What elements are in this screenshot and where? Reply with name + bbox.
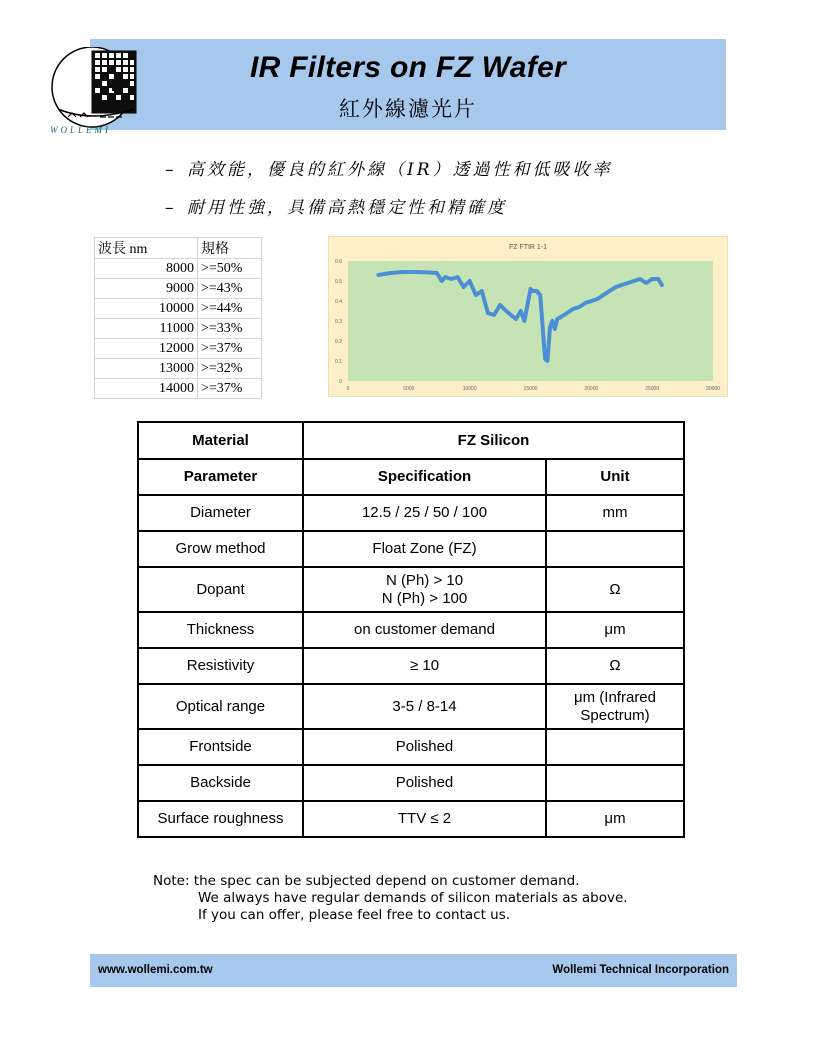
spec-line: N (Ph) > 100 bbox=[381, 589, 468, 607]
table-row bbox=[138, 495, 684, 531]
spec-header: 規格 bbox=[198, 238, 262, 259]
note-line: Note: the spec can be subjected depend on customer demand. bbox=[153, 873, 580, 889]
table-row bbox=[95, 259, 262, 279]
table-row bbox=[95, 359, 262, 379]
wavelength-cell: 11000 bbox=[95, 319, 198, 339]
x-tick-label: 5000 bbox=[403, 386, 415, 392]
specification-header: Specification bbox=[303, 459, 546, 495]
param-cell: Grow method bbox=[138, 531, 303, 567]
bullet-dash: – bbox=[165, 160, 177, 180]
wavelength-cell: 8000 bbox=[95, 259, 198, 279]
x-tick-label: 30000 bbox=[706, 386, 720, 392]
spec-cell: >=37% bbox=[198, 339, 262, 359]
param-cell: Optical range bbox=[138, 684, 303, 729]
table-row bbox=[95, 379, 262, 399]
unit-cell bbox=[546, 729, 684, 765]
y-tick-label: 0.4 bbox=[335, 299, 342, 305]
spec-line: N (Ph) > 10 bbox=[385, 571, 464, 589]
table-row bbox=[138, 729, 684, 765]
table-row bbox=[138, 612, 684, 648]
param-cell: Resistivity bbox=[138, 648, 303, 684]
x-tick-label: 25000 bbox=[645, 386, 660, 392]
material-label: Material bbox=[138, 422, 303, 459]
wavelength-cell: 10000 bbox=[95, 299, 198, 319]
material-value: FZ Silicon bbox=[303, 422, 684, 459]
x-tick-label: 0 bbox=[346, 386, 350, 392]
param-cell: Thickness bbox=[138, 612, 303, 648]
spec-cell: >=44% bbox=[198, 299, 262, 319]
unit-cell bbox=[546, 765, 684, 801]
table-row bbox=[138, 648, 684, 684]
spec-cell: >=50% bbox=[198, 259, 262, 279]
material-row bbox=[138, 422, 684, 459]
y-tick-label: 0 bbox=[339, 379, 342, 385]
param-cell: Surface roughness bbox=[138, 801, 303, 837]
table-row bbox=[95, 339, 262, 359]
unit-cell: mm bbox=[546, 495, 684, 531]
table-row bbox=[138, 684, 684, 729]
x-tick-label: 20000 bbox=[584, 386, 599, 392]
spec-cell: 3-5 / 8-14 bbox=[303, 684, 546, 729]
spec-cell bbox=[303, 567, 546, 612]
table-row bbox=[95, 299, 262, 319]
table-header-row bbox=[138, 459, 684, 495]
feature-bullets bbox=[165, 158, 613, 234]
y-tick-label: 0.1 bbox=[335, 359, 342, 365]
spec-cell: 12.5 / 25 / 50 / 100 bbox=[303, 495, 546, 531]
spec-cell: Polished bbox=[303, 729, 546, 765]
unit-cell: Ω bbox=[546, 648, 684, 684]
note-line: We always have regular demands of silicon materials as above. bbox=[198, 890, 628, 906]
bullet-dash: – bbox=[165, 198, 177, 218]
spec-cell: on customer demand bbox=[303, 612, 546, 648]
param-cell: Diameter bbox=[138, 495, 303, 531]
x-tick-label: 15000 bbox=[523, 386, 538, 392]
page-subtitle: 紅外線濾光片 bbox=[339, 97, 477, 121]
unit-cell: μm bbox=[546, 801, 684, 837]
parameter-header: Parameter bbox=[138, 459, 303, 495]
spec-cell: Polished bbox=[303, 765, 546, 801]
logo-wordmark: WOLLEMI bbox=[50, 125, 111, 135]
wavelength-cell: 13000 bbox=[95, 359, 198, 379]
table-row bbox=[138, 801, 684, 837]
unit-cell: μm bbox=[546, 612, 684, 648]
table-row bbox=[138, 567, 684, 612]
bullet-text: 耐用性強，具備高熱穩定性和精確度 bbox=[187, 198, 507, 218]
bullet-item bbox=[165, 196, 613, 234]
y-tick-label: 0.5 bbox=[335, 279, 342, 285]
note-line: If you can offer, please feel free to contact us. bbox=[198, 907, 511, 923]
bullet-item bbox=[165, 158, 613, 196]
y-tick-label: 0.3 bbox=[335, 319, 342, 325]
table-row bbox=[138, 531, 684, 567]
param-cell: Frontside bbox=[138, 729, 303, 765]
unit-cell bbox=[546, 531, 684, 567]
wavelength-cell: 12000 bbox=[95, 339, 198, 359]
ftir-chart-svg bbox=[329, 237, 727, 396]
ftir-chart bbox=[328, 236, 728, 397]
page-title: IR Filters on FZ Wafer bbox=[249, 51, 567, 84]
spec-cell: >=32% bbox=[198, 359, 262, 379]
wavelength-cell: 14000 bbox=[95, 379, 198, 399]
footer-company: Wollemi Technical Incorporation bbox=[552, 964, 729, 976]
table-row bbox=[138, 765, 684, 801]
param-cell: Dopant bbox=[138, 567, 303, 612]
spec-cell: Float Zone (FZ) bbox=[303, 531, 546, 567]
spec-cell: >=43% bbox=[198, 279, 262, 299]
footer-website: www.wollemi.com.tw bbox=[98, 964, 213, 976]
table-row bbox=[95, 319, 262, 339]
bullet-text: 高效能，優良的紅外線（IR）透過性和低吸收率 bbox=[187, 160, 613, 180]
footer-banner bbox=[90, 954, 737, 987]
spec-cell: ≥ 10 bbox=[303, 648, 546, 684]
spec-cell: >=37% bbox=[198, 379, 262, 399]
y-tick-label: 0.2 bbox=[335, 339, 342, 345]
spec-cell: TTV ≤ 2 bbox=[303, 801, 546, 837]
spec-table bbox=[137, 421, 685, 838]
x-tick-label: 10000 bbox=[462, 386, 477, 392]
unit-cell: Ω bbox=[546, 567, 684, 612]
wavelength-header: 波長 nm bbox=[95, 238, 198, 259]
unit-cell: μm (Infrared Spectrum) bbox=[546, 684, 684, 729]
table-header-row bbox=[95, 238, 262, 259]
note-block bbox=[153, 873, 628, 924]
y-tick-label: 0.6 bbox=[335, 259, 342, 265]
chart-title: FZ FTIR 1-1 bbox=[508, 244, 548, 251]
wavelength-table bbox=[94, 237, 262, 399]
wavelength-cell: 9000 bbox=[95, 279, 198, 299]
param-cell: Backside bbox=[138, 765, 303, 801]
spec-cell: >=33% bbox=[198, 319, 262, 339]
table-row bbox=[95, 279, 262, 299]
unit-header: Unit bbox=[546, 459, 684, 495]
